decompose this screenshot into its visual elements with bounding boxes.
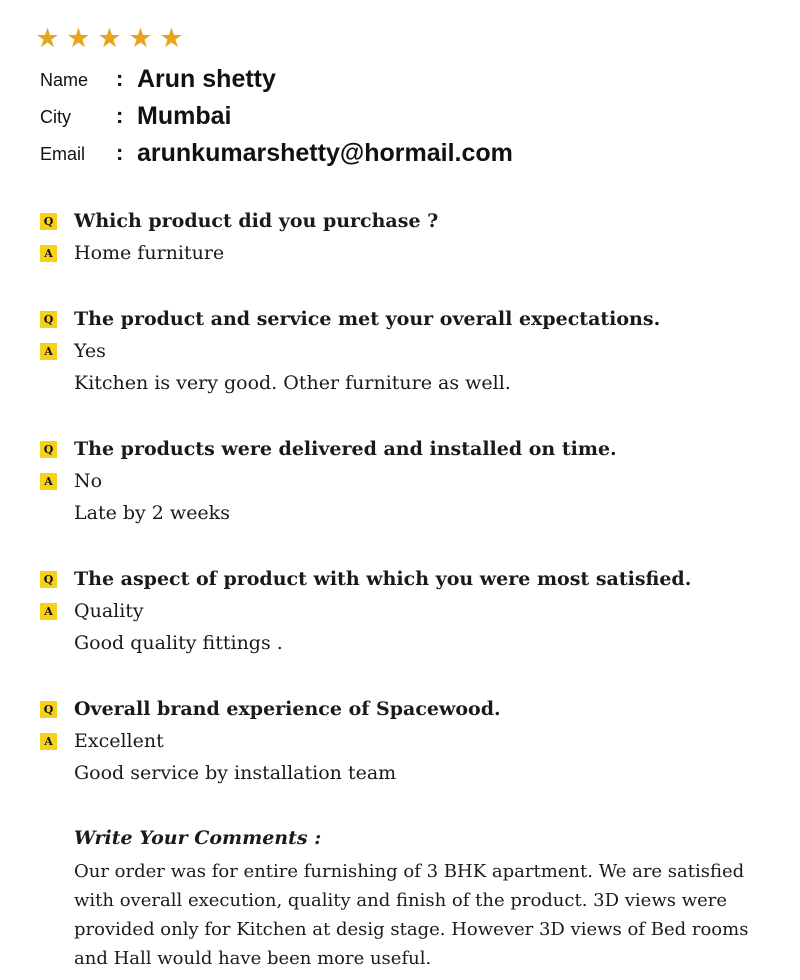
answer-tag: A: [40, 733, 57, 750]
answer-line: [40, 466, 760, 498]
answer-detail-line: [40, 628, 760, 660]
question-text: Overall brand experience of Spacewood.: [74, 698, 501, 720]
answer-tag: A: [40, 473, 57, 490]
qa-item: [40, 694, 760, 790]
city-row: [40, 103, 760, 135]
star-rating: [34, 24, 185, 54]
email-row: [40, 140, 760, 172]
answer-text: Quality: [74, 600, 144, 622]
question-tag: Q: [40, 571, 57, 588]
qa-item: [40, 564, 760, 660]
star-icon: ★: [66, 23, 91, 54]
answer-line: [40, 238, 760, 270]
answer-detail-line: [40, 498, 760, 530]
question-tag: Q: [40, 441, 57, 458]
answer-detail-line: [40, 758, 760, 790]
name-value: Arun shetty: [137, 65, 276, 93]
comments-body: Our order was for entire furnishing of 3 BHK apartment. We are satisfied with overall execution, quality and finish of the product. 3D views were provided only for Kitchen at desig stage. However 3D views of Bed rooms and Hall would have been more useful.: [74, 861, 749, 969]
star-icon: ★: [35, 23, 60, 54]
question-text: The products were delivered and installed on time.: [74, 438, 617, 460]
name-label: Name: [40, 70, 89, 90]
question-text: Which product did you purchase ?: [74, 210, 439, 232]
star-icon: ★: [128, 23, 153, 54]
city-value: Mumbai: [137, 102, 232, 130]
answer-detail: Kitchen is very good. Other furniture as well.: [74, 372, 511, 394]
city-label: City: [40, 107, 71, 127]
qa-item: [40, 304, 760, 400]
answer-text: Yes: [74, 340, 106, 362]
question-tag: Q: [40, 213, 57, 230]
question-line: [40, 564, 760, 596]
question-tag: Q: [40, 701, 57, 718]
qa-item: [40, 434, 760, 530]
question-text: The aspect of product with which you were most satisfied.: [74, 568, 692, 590]
answer-line: [40, 726, 760, 758]
answer-text: Home furniture: [74, 242, 225, 264]
answer-text: No: [74, 470, 103, 492]
star-icon: ★: [97, 23, 122, 54]
email-label: Email: [40, 144, 86, 164]
email-value: arunkumarshetty@hormail.com: [137, 139, 513, 167]
city-separator: :: [116, 103, 124, 128]
question-text: The product and service met your overall expectations.: [74, 308, 661, 330]
answer-detail-line: [40, 368, 760, 400]
question-tag: Q: [40, 311, 57, 328]
answer-text: Excellent: [74, 730, 164, 752]
answer-detail: Late by 2 weeks: [74, 502, 230, 524]
answer-line: [40, 596, 760, 628]
star-icon: ★: [159, 23, 184, 54]
answer-line: [40, 336, 760, 368]
name-separator: :: [116, 66, 124, 91]
name-row: [40, 66, 760, 98]
comments-heading: Write Your Comments :: [74, 827, 322, 849]
answer-tag: A: [40, 603, 57, 620]
question-line: [40, 434, 760, 466]
email-separator: :: [116, 140, 124, 165]
answer-tag: A: [40, 343, 57, 360]
answer-detail: Good quality fittings .: [74, 632, 283, 654]
question-line: [40, 304, 760, 336]
qa-item: [40, 206, 760, 270]
answer-tag: A: [40, 245, 57, 262]
question-line: [40, 206, 760, 238]
answer-detail: Good service by installation team: [74, 762, 397, 784]
question-line: [40, 694, 760, 726]
